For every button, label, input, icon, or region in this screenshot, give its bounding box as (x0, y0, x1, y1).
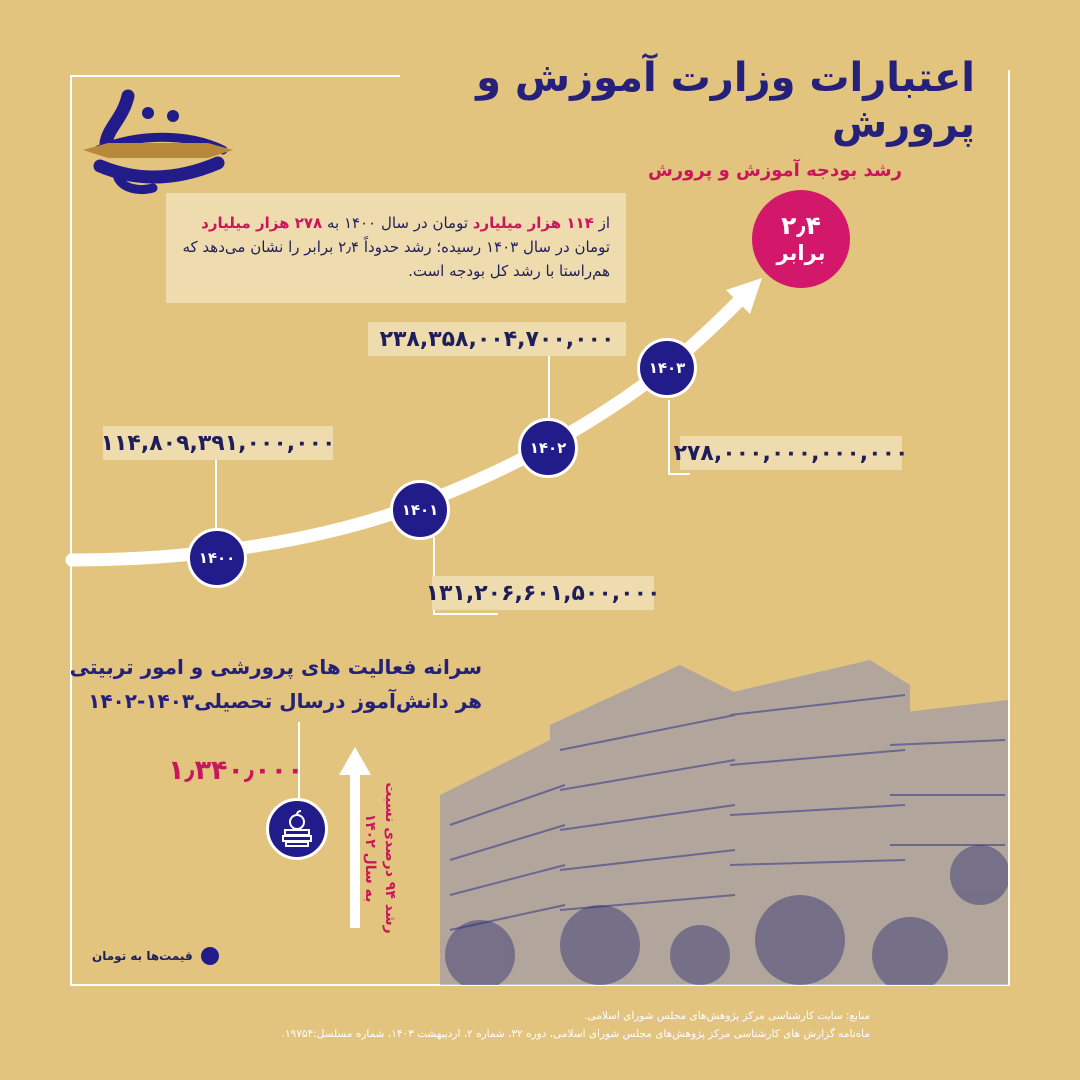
per-student-value: ۱٫۳۴۰٫۰۰۰ (168, 755, 304, 786)
value-label-1401: ۱۳۱,۲۰۶,۶۰۱,۵۰۰,۰۰۰ (432, 576, 654, 610)
connector-1401-h (433, 613, 498, 615)
year-marker-1402: ۱۴۰۲ (518, 418, 578, 478)
source-line-1: منابع: سایت کارشناسی مرکز پژوهش‌های مجلس شورای اسلامی. (584, 1010, 870, 1022)
currency-note-text: قیمت‌ها به تومان (92, 949, 193, 963)
sources (150, 1007, 870, 1043)
desc-text-3: تومان در سال ۱۴۰۳ رسیده؛ رشد حدوداً ۲٫۴ برابر را نشان می‌دهد که هم‌راستا با رشد کل بودجه است. (182, 238, 610, 280)
connector-1400-v (215, 460, 217, 538)
desc-text-2: تومان در سال ۱۴۰۰ به (322, 214, 473, 232)
desc-highlight-2: ۲۷۸ هزار میلیارد (201, 214, 323, 232)
value-label-1400: ۱۱۴,۸۰۹,۳۹۱,۰۰۰,۰۰۰ (103, 426, 333, 460)
apple-books-icon (266, 798, 328, 860)
connector-1403-h (668, 473, 690, 475)
page-title: اعتبارات وزارت آموزش و پرورش (476, 55, 975, 147)
value-label-1403: ۲۷۸,۰۰۰,۰۰۰,۰۰۰,۰۰۰ (680, 436, 902, 470)
budget-growth-heading: رشد بودجه آموزش و پرورش (647, 160, 902, 181)
per-student-title (42, 650, 482, 718)
value-label-1402: ۲۳۸,۳۵۸,۰۰۴,۷۰۰,۰۰۰ (368, 322, 626, 356)
year-marker-1401: ۱۴۰۱ (390, 480, 450, 540)
per-student-title-line2: هر دانش‌آموز درسال تحصیلی۱۴۰۳-۱۴۰۲ (88, 689, 482, 713)
growth-percent-text: رشد ۹۴ درصدی نسبت به سال ۱۴۰۲ (362, 782, 398, 934)
dot-icon (201, 947, 219, 965)
currency-note (92, 947, 219, 965)
year-marker-1400: ۱۴۰۰ (187, 528, 247, 588)
connector-1402-v (548, 353, 550, 425)
year-marker-1403: ۱۴۰۳ (637, 338, 697, 398)
growth-unit: برابر (776, 241, 826, 265)
growth-value: ۲٫۴ (781, 211, 821, 240)
desc-text-1: از (593, 214, 610, 232)
per-student-title-line1: سرانه فعالیت های پرورشی و امور تربیتی (69, 655, 482, 679)
connector-1403-v (668, 400, 670, 475)
desc-highlight-1: ۱۱۴ هزار میلیارد (472, 214, 594, 232)
source-line-2: ماه‌نامه گزارش های کارشناسی مرکز پژوهش‌های مجلس شورای اسلامی، دوره ۳۲، شماره ۲، اردیبهشت ۱۴۰۳، شماره مسلسل:۱۹۷۵۴. (281, 1028, 870, 1040)
